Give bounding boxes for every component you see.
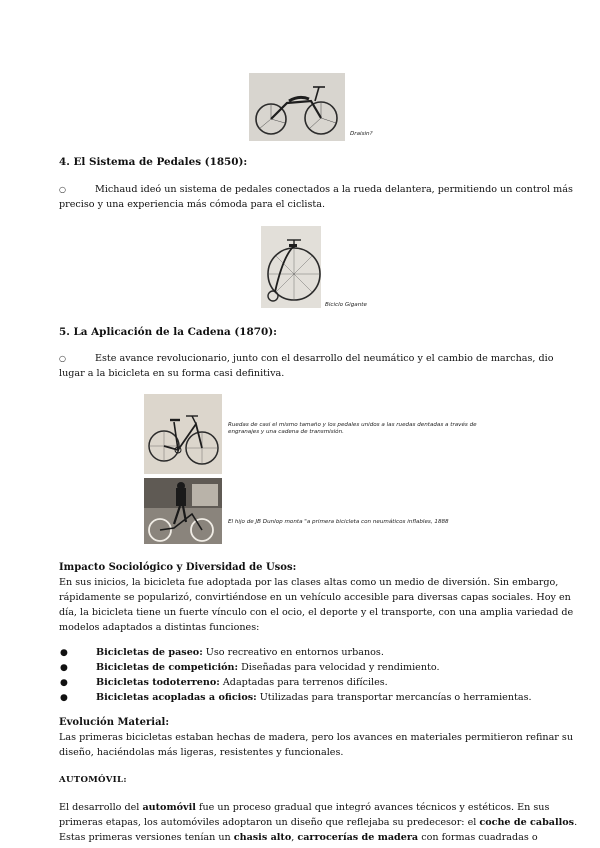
safety-bicycle-caption: Ruedas de casi el mismo tamaño y los pedales unidos a las ruedas dentadas a través de engranajes y una cadena de transmisión.: [228, 422, 477, 435]
dunlop-photo: [144, 478, 222, 544]
bold-term: coche de caballos: [479, 817, 575, 828]
section-4-line-1: Michaud ideó un sistema de pedales conectados a la rueda delantera, permitiendo un control más: [95, 184, 573, 195]
safety-bicycle-photo: [144, 394, 222, 474]
dunlop-caption: El hijo de JB Dunlop monta "a primera bicicleta con neumáticos inflables, 1888: [228, 519, 449, 525]
use-item-todoterreno: [96, 677, 388, 688]
evolucion-line-2: diseño, haciéndolas más ligeras, resistentes y funcionales.: [59, 747, 344, 758]
draisine-caption: Draisin?: [350, 131, 373, 137]
impacto-line-3: día, la bicicleta tiene un fuerte vínculo con el ocio, el deporte y el transporte, con una amplia variedad de: [59, 607, 574, 618]
section-5-heading: 5. La Aplicación de la Cadena (1870):: [59, 326, 277, 338]
impacto-line-1: En sus inicios, la bicicleta fue adoptada por las clases altas como un medio de diversión. Sin embargo,: [59, 577, 559, 588]
use-term: Bicicletas todoterreno:: [96, 677, 220, 688]
penny-farthing-drawing: [261, 226, 321, 308]
use-term: Bicicletas acopladas a oficios:: [96, 692, 257, 703]
text-run: .: [574, 817, 578, 828]
use-term: Bicicletas de paseo:: [96, 647, 203, 658]
use-desc: Adaptadas para terrenos difíciles.: [219, 677, 388, 688]
use-bullet: ●: [60, 648, 68, 658]
section-5-line-1: Este avance revolucionario, junto con el desarrollo del neumático y el cambio de marchas, dio: [95, 353, 554, 364]
bold-term: chasis alto: [233, 832, 292, 843]
automovil-heading: AUTOMÓVIL:: [59, 775, 127, 785]
bold-term: carrocerías de madera: [297, 832, 419, 843]
text-run: Estas primeras versiones tenían un: [59, 832, 234, 843]
penny-farthing-photo: [261, 226, 321, 308]
text-run: fue un proceso gradual que integró avances técnicos y estéticos. En sus: [195, 802, 550, 813]
impacto-line-4: modelos adaptados a distintas funciones:: [59, 622, 260, 633]
use-bullet: ●: [60, 663, 68, 673]
use-item-oficios: [96, 692, 532, 703]
evolucion-line-1: Las primeras bicicletas estaban hechas de madera, pero los avances en materiales permitieron refinar su: [59, 732, 574, 743]
text-run: ,: [291, 832, 298, 843]
use-term: Bicicletas de competición:: [96, 662, 239, 673]
evolucion-heading: Evolución Material:: [59, 717, 170, 728]
automovil-line-3: [59, 830, 538, 845]
use-desc: Diseñadas para velocidad y rendimiento.: [238, 662, 440, 673]
penny-farthing-caption: Biciclo Gigante: [325, 302, 367, 308]
draisine-photo: [249, 73, 345, 141]
section-4-bullet: ○: [59, 185, 66, 194]
use-item-competicion: [96, 662, 440, 673]
automovil-line-1: [59, 800, 549, 815]
bold-term: automóvil: [142, 802, 196, 813]
section-4-line-2: preciso y una experiencia más cómoda para el ciclista.: [59, 199, 326, 210]
automovil-line-2: [59, 815, 577, 830]
text-run: primeras etapas, los automóviles adoptaron un diseño que reflejaba su predecesor: el: [59, 817, 480, 828]
dunlop-drawing: [144, 478, 222, 544]
text-run: con formas cuadradas o: [418, 832, 538, 843]
draisine-drawing: [249, 73, 345, 141]
use-desc: Uso recreativo en entornos urbanos.: [202, 647, 384, 658]
section-4-heading: 4. El Sistema de Pedales (1850):: [59, 156, 248, 168]
impacto-line-2: rápidamente se popularizó, convirtiéndose en un vehículo accesible para diversas capas sociales. Hoy en: [59, 592, 571, 603]
use-desc: Utilizadas para transportar mercancías o herramientas.: [256, 692, 532, 703]
use-bullet: ●: [60, 678, 68, 688]
text-run: El desarrollo del: [59, 802, 143, 813]
use-bullet: ●: [60, 693, 68, 703]
safety-bicycle-drawing: [144, 394, 222, 474]
section-5-bullet: ○: [59, 354, 66, 363]
use-item-paseo: [96, 647, 384, 658]
impacto-heading: Impacto Sociológico y Diversidad de Usos:: [59, 562, 297, 573]
section-5-line-2: lugar a la bicicleta en su forma casi definitiva.: [59, 368, 285, 379]
